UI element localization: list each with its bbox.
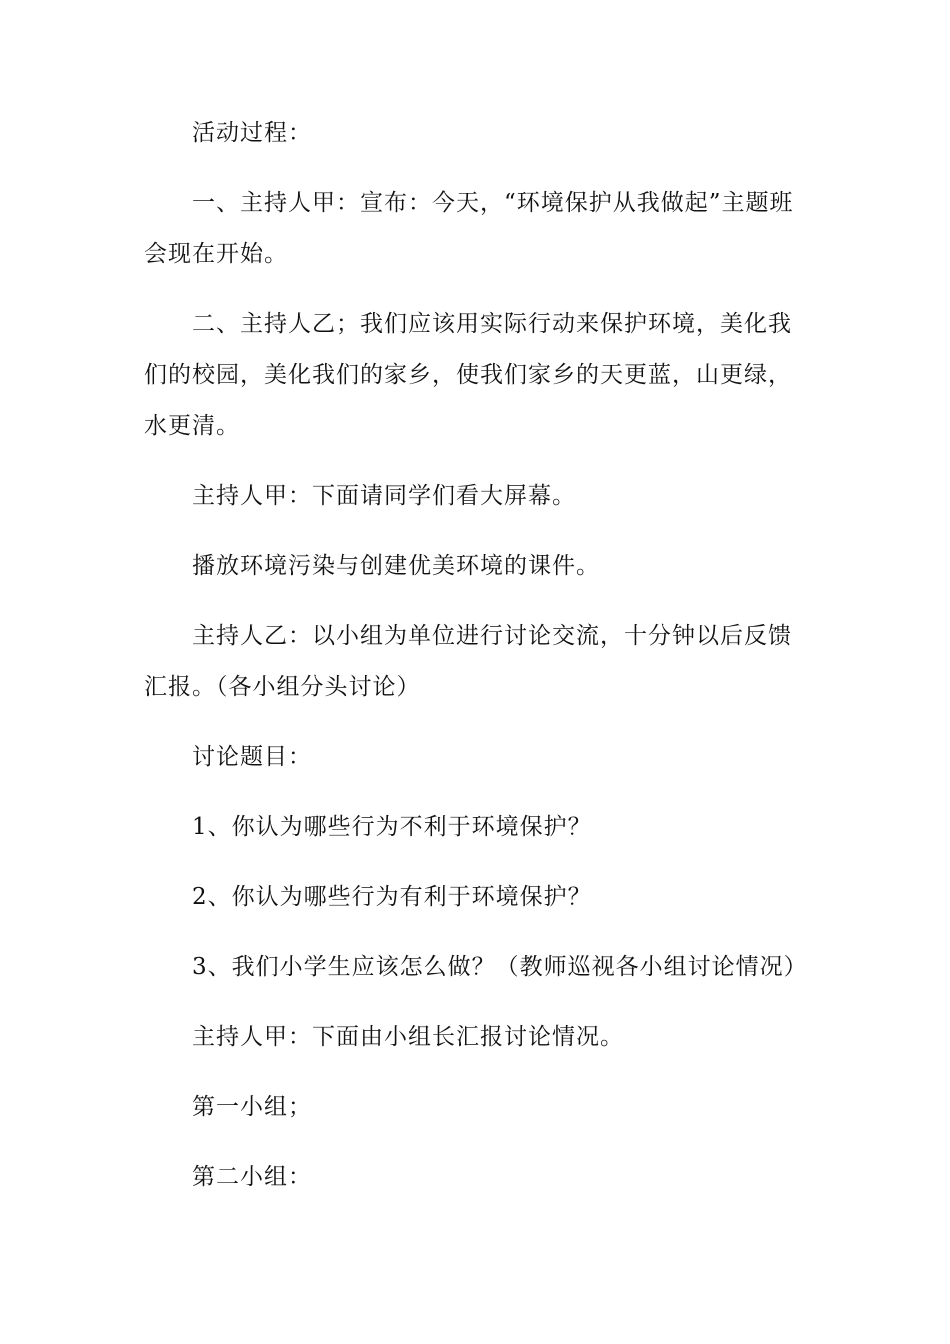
paragraph-group-1: 第一小组； xyxy=(192,1094,312,1120)
paragraph-host-a-report: 主持人甲：下面由小组长汇报讨论情况。 xyxy=(192,1024,624,1050)
paragraph-group-2: 第二小组： xyxy=(192,1164,312,1190)
paragraph-topic-3: 3、我们小学生应该怎么做？（教师巡视各小组讨论情况） xyxy=(192,954,808,980)
paragraph-host-b-discussion: 主持人乙：以小组为单位进行讨论交流，十分钟以后反馈汇报。（各小组分头讨论） xyxy=(144,623,792,700)
paragraph-play-courseware: 播放环境污染与创建优美环境的课件。 xyxy=(192,553,600,579)
paragraph-discussion-topics: 讨论题目： xyxy=(192,744,312,770)
paragraph-topic-2: 2、你认为哪些行为有利于环境保护？ xyxy=(192,884,592,910)
paragraph-host-b-protect: 二、主持人乙；我们应该用实际行动来保护环境，美化我们的校园，美化我们的家乡，使我们家乡的天更蓝，山更绿，水更清。 xyxy=(144,311,792,439)
paragraph-heading-activity-process: 活动过程： xyxy=(192,120,312,146)
document-body xyxy=(144,108,809,1222)
paragraph-host-a-announce: 一、主持人甲：宣布：今天，“环境保护从我做起”主题班会现在开始。 xyxy=(144,190,794,267)
paragraph-host-a-screen: 主持人甲：下面请同学们看大屏幕。 xyxy=(192,483,576,509)
paragraph-topic-1: 1、你认为哪些行为不利于环境保护？ xyxy=(192,814,592,840)
